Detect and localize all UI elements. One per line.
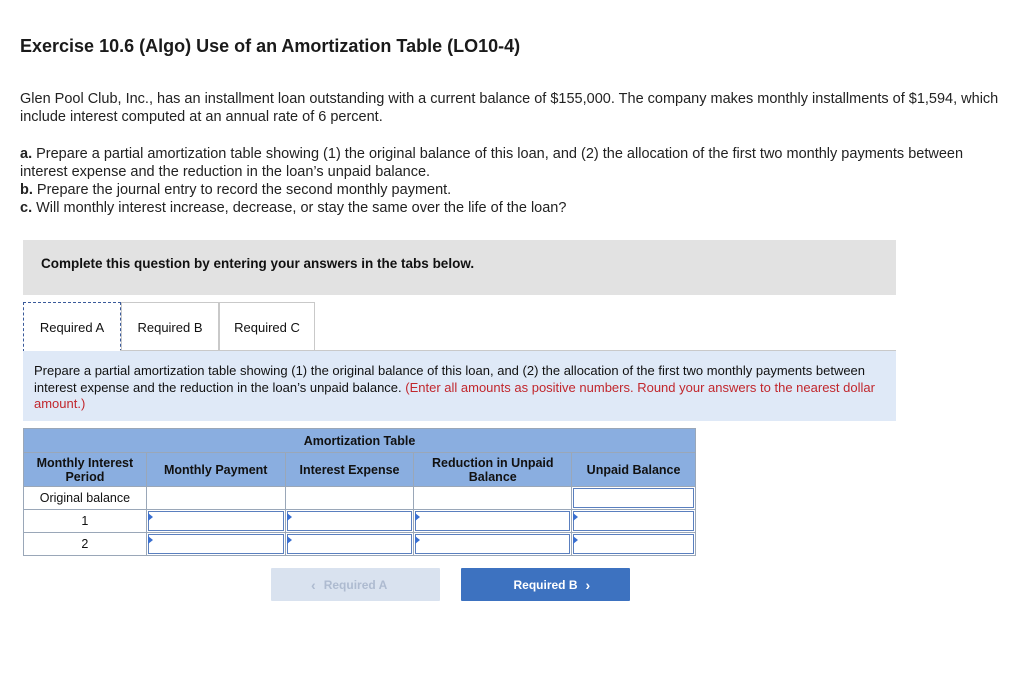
- part-b-text: Prepare the journal entry to record the second monthly payment.: [32, 182, 452, 198]
- banner-text: Complete this question by entering your answers in the tabs below.: [41, 256, 475, 271]
- balance-1-input[interactable]: [573, 511, 694, 531]
- header-period: Monthly Interest Period: [24, 453, 147, 487]
- payment-2-cell: [146, 533, 285, 556]
- reduction-1-cell: [414, 510, 572, 533]
- part-a-label: a.: [20, 146, 33, 162]
- input-marker-icon: [287, 536, 292, 544]
- exercise-title: Exercise 10.6 (Algo) Use of an Amortization Table (LO10-4): [20, 36, 521, 56]
- next-button[interactable]: [461, 568, 630, 601]
- amortization-table: [23, 428, 696, 556]
- cell-blank: [414, 487, 572, 510]
- unpaid-balance-original-cell: [572, 487, 696, 510]
- part-c: [20, 199, 1005, 217]
- reduction-2-cell: [414, 533, 572, 556]
- header-interest-expense: Interest Expense: [285, 453, 414, 487]
- row-label-original: Original balance: [24, 487, 147, 510]
- table-row: [24, 510, 696, 533]
- part-a-text: Prepare a partial amortization table showing (1) the original balance of this loan, and (2) the allocation of the first two monthly payments between interest expense and the reduction in the loan’s unpaid balance.: [20, 146, 964, 180]
- tab-label: Required C: [234, 319, 300, 335]
- chevron-right-icon: ›: [585, 576, 591, 593]
- prev-button-label: Required A: [323, 577, 388, 592]
- cell-blank: [146, 487, 285, 510]
- problem-intro: Glen Pool Club, Inc., has an installment loan outstanding with a current balance of $155,000. The company makes monthly installments of $1,594, which include interest computed at an annual rate of 6 percent.: [20, 91, 999, 125]
- reduction-2-input[interactable]: [415, 534, 570, 554]
- row-label-1: 1: [24, 510, 147, 533]
- header-monthly-payment: Monthly Payment: [146, 453, 285, 487]
- problem-parts: [20, 145, 1005, 217]
- unpaid-balance-original-input[interactable]: [573, 488, 694, 508]
- interest-2-cell: [285, 533, 414, 556]
- interest-1-cell: [285, 510, 414, 533]
- input-marker-icon: [573, 513, 578, 521]
- tab-required-c[interactable]: [219, 302, 315, 352]
- row-label-2: 2: [24, 533, 147, 556]
- part-c-text: Will monthly interest increase, decrease, or stay the same over the life of the loan?: [32, 200, 567, 216]
- next-button-label: Required B: [513, 577, 578, 592]
- payment-1-cell: [146, 510, 285, 533]
- tab-required-a[interactable]: [23, 302, 121, 352]
- input-marker-icon: [573, 536, 578, 544]
- tab-required-b[interactable]: [121, 302, 219, 352]
- interest-2-input[interactable]: [287, 534, 413, 554]
- interest-1-input[interactable]: [287, 511, 413, 531]
- part-b-label: b.: [20, 182, 33, 198]
- prev-button[interactable]: [271, 568, 440, 601]
- reduction-1-input[interactable]: [415, 511, 570, 531]
- balance-2-cell: [572, 533, 696, 556]
- instructions-banner: [23, 240, 896, 295]
- tab-instructions: [23, 351, 896, 421]
- part-b: [20, 181, 1005, 199]
- header-reduction: Reduction in Unpaid Balance: [414, 453, 572, 487]
- input-marker-icon: [287, 513, 292, 521]
- table-caption: Amortization Table: [24, 429, 696, 453]
- cell-blank: [285, 487, 414, 510]
- tab-label: Required B: [137, 319, 203, 335]
- input-marker-icon: [148, 536, 153, 544]
- input-marker-icon: [415, 513, 420, 521]
- instructions-text: Prepare a partial amortization table showing (1) the original balance of this loan, and (2) the allocation of the first two monthly payments between interest expense and the reduction in the loan’s unpaid balance.: [34, 363, 866, 395]
- chevron-left-icon: ‹: [311, 576, 316, 593]
- balance-1-cell: [572, 510, 696, 533]
- table-row: [24, 533, 696, 556]
- input-marker-icon: [415, 536, 420, 544]
- payment-1-input[interactable]: [148, 511, 284, 531]
- payment-2-input[interactable]: [148, 534, 284, 554]
- balance-2-input[interactable]: [573, 534, 694, 554]
- part-a: [20, 145, 1005, 181]
- input-marker-icon: [148, 513, 153, 521]
- tab-label: Required A: [39, 319, 105, 335]
- instructions-note: (Enter all amounts as positive numbers. Round your answers to the nearest dollar amount.): [34, 379, 875, 411]
- table-row: [24, 487, 696, 510]
- header-unpaid-balance: Unpaid Balance: [572, 453, 696, 487]
- part-c-label: c.: [20, 200, 33, 216]
